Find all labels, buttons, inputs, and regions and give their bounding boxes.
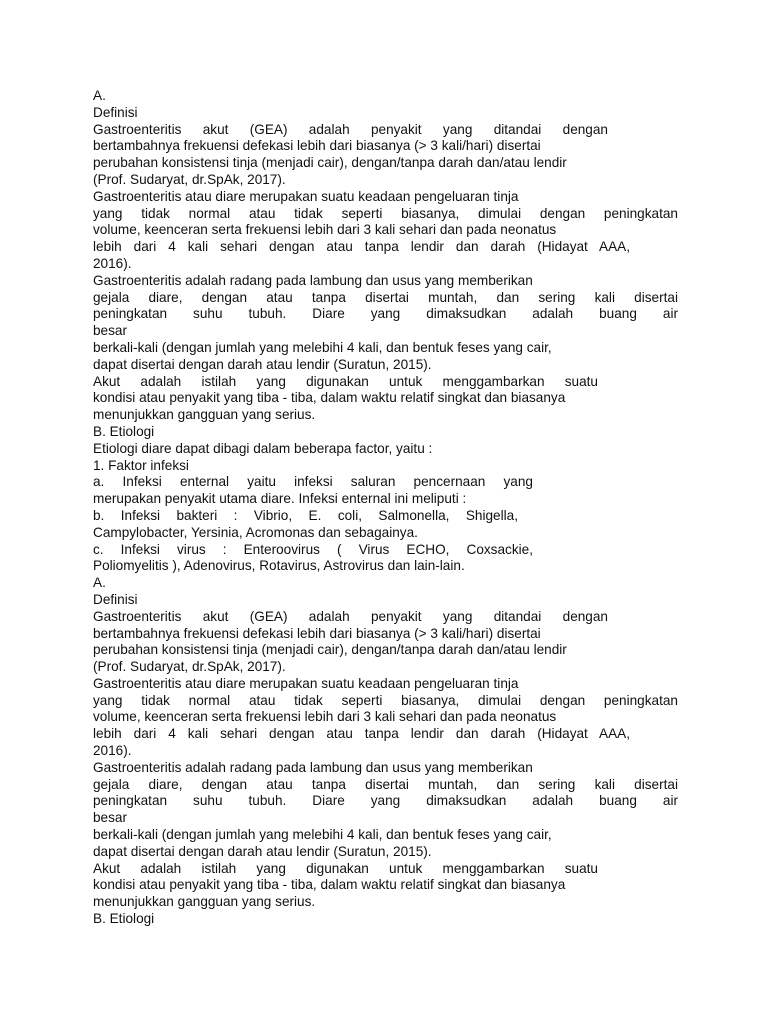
text-line: (Prof. Sudaryat, dr.SpAk, 2017).: [93, 171, 286, 187]
text-line: Gastroenteritis atau diare merupakan suatu keadaan pengeluaran tinja: [93, 675, 519, 691]
text-line: bertambahnya frekuensi defekasi lebih dari biasanya (> 3 kali/hari) disertai: [93, 138, 541, 154]
text-line: kondisi atau penyakit yang tiba - tiba, dalam waktu relatif singkat dan biasanya: [93, 390, 566, 406]
text-line: peningkatan suhu tubuh. Diare yang dimaksudkan adalah buang air: [93, 793, 678, 809]
text-line: Definisi: [93, 591, 138, 607]
text-line: Akut adalah istilah yang digunakan untuk menggambarkan suatu: [93, 373, 598, 389]
text-line: Gastroenteritis atau diare merupakan suatu keadaan pengeluaran tinja: [93, 188, 519, 204]
text-line: gejala diare, dengan atau tanpa disertai muntah, dan sering kali disertai: [93, 776, 678, 792]
text-line: dapat disertai dengan darah atau lendir (Suratun, 2015).: [93, 843, 432, 859]
text-line: B. Etiologi: [93, 911, 155, 927]
text-line: Gastroenteritis adalah radang pada lambung dan usus yang memberikan: [93, 759, 533, 775]
text-line: lebih dari 4 kali sehari dengan atau tanpa lendir dan darah (Hidayat AAA,: [93, 239, 630, 255]
text-line: Akut adalah istilah yang digunakan untuk menggambarkan suatu: [93, 860, 598, 876]
text-line: berkali-kali (dengan jumlah yang melebihi 4 kali, dan bentuk feses yang cair,: [93, 827, 552, 843]
text-line: volume, keenceran serta frekuensi lebih dari 3 kali sehari dan pada neonatus: [93, 222, 557, 238]
text-line: kondisi atau penyakit yang tiba - tiba, dalam waktu relatif singkat dan biasanya: [93, 877, 566, 893]
text-line: berkali-kali (dengan jumlah yang melebihi 4 kali, dan bentuk feses yang cair,: [93, 339, 552, 355]
text-line: besar: [93, 323, 128, 339]
text-line: Gastroenteritis adalah radang pada lambung dan usus yang memberikan: [93, 272, 533, 288]
text-line: peningkatan suhu tubuh. Diare yang dimaksudkan adalah buang air: [93, 306, 678, 322]
document-section: [93, 88, 678, 575]
text-line: Poliomyelitis ), Adenovirus, Rotavirus, Astrovirus dan lain-lain.: [93, 558, 465, 574]
text-line: c. Infeksi virus : Enteroovirus ( Virus ECHO, Coxsackie,: [93, 541, 533, 557]
text-line: menunjukkan gangguan yang serius.: [93, 407, 316, 423]
text-line: perubahan konsistensi tinja (menjadi cair), dengan/tanpa darah dan/atau lendir: [93, 642, 567, 658]
text-line: bertambahnya frekuensi defekasi lebih dari biasanya (> 3 kali/hari) disertai: [93, 625, 541, 641]
text-line: A.: [93, 88, 106, 103]
text-line: perubahan konsistensi tinja (menjadi cair), dengan/tanpa darah dan/atau lendir: [93, 155, 567, 171]
text-line: merupakan penyakit utama diare. Infeksi enternal ini meliputi :: [93, 491, 467, 507]
text-line: lebih dari 4 kali sehari dengan atau tanpa lendir dan darah (Hidayat AAA,: [93, 726, 630, 742]
text-line: besar: [93, 810, 128, 826]
text-line: 1. Faktor infeksi: [93, 457, 189, 473]
text-line: A.: [93, 575, 106, 591]
text-line: 2016).: [93, 255, 132, 271]
text-line: a. Infeksi enternal yaitu infeksi saluran pencernaan yang: [93, 474, 533, 490]
text-line: Etiologi diare dapat dibagi dalam beberapa factor, yaitu :: [93, 440, 433, 456]
text-line: menunjukkan gangguan yang serius.: [93, 894, 316, 910]
text-line: b. Infeksi bakteri : Vibrio, E. coli, Salmonella, Shigella,: [93, 507, 518, 523]
text-line: Gastroenteritis akut (GEA) adalah penyakit yang ditandai dengan: [93, 121, 608, 137]
text-line: dapat disertai dengan darah atau lendir (Suratun, 2015).: [93, 356, 432, 372]
text-line: B. Etiologi: [93, 423, 155, 439]
text-line: yang tidak normal atau tidak seperti biasanya, dimulai dengan peningkatan: [93, 205, 678, 221]
text-line: gejala diare, dengan atau tanpa disertai muntah, dan sering kali disertai: [93, 289, 678, 305]
text-line: Definisi: [93, 104, 138, 120]
text-line: (Prof. Sudaryat, dr.SpAk, 2017).: [93, 659, 286, 675]
text-line: volume, keenceran serta frekuensi lebih dari 3 kali sehari dan pada neonatus: [93, 709, 557, 725]
text-line: 2016).: [93, 743, 132, 759]
document-body: [93, 88, 678, 928]
text-line: yang tidak normal atau tidak seperti biasanya, dimulai dengan peningkatan: [93, 692, 678, 708]
text-line: Gastroenteritis akut (GEA) adalah penyakit yang ditandai dengan: [93, 608, 608, 624]
document-section: [93, 575, 678, 928]
text-line: Campylobacter, Yersinia, Acromonas dan sebagainya.: [93, 524, 418, 540]
